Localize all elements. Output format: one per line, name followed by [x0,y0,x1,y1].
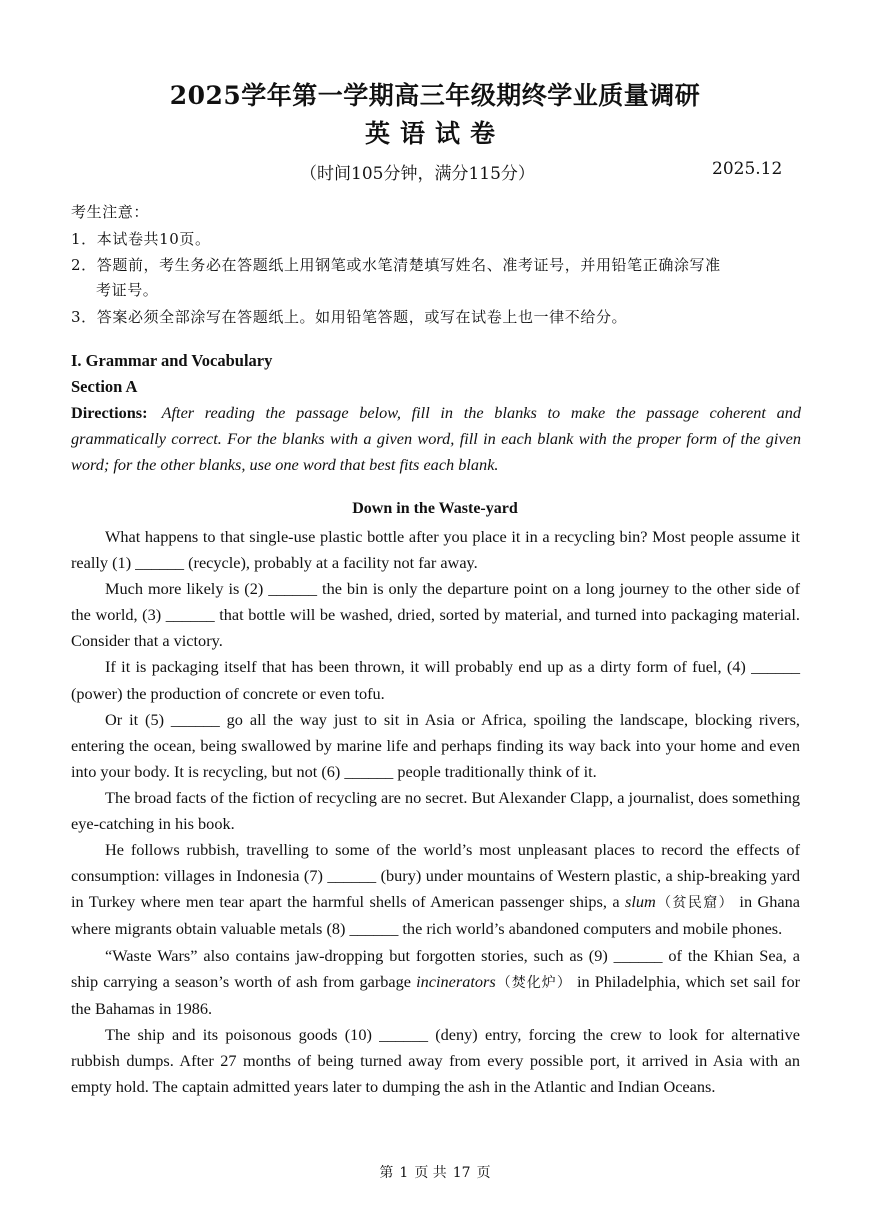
term-slum: slum [625,892,656,912]
subject-title: 英语试卷 [364,119,505,148]
paragraph-6 [71,837,800,942]
notice-item-1: 1．本试卷共10页。 [71,230,211,248]
paragraph-7 [71,943,800,1022]
paragraph-2: Much more likely is (2) ______ the bin is only the departure point on a long journey to the other side of the world, (3) ______ that bottle will be washed, dried, sorted by material, and turned into packaging material. Consider that a victory. [71,579,800,651]
term-incinerators: incinerators [416,971,496,991]
notice-item-2-cont: 考证号。 [96,281,159,299]
term-incinerators-gloss: （焚化炉） [495,974,572,991]
paragraph-7-part-a: “Waste Wars” also contains jaw-dropping but forgotten stories, such as (9) ______ of the Khian Sea, a ship carrying a season’s worth of ash from garbage [71,945,800,991]
directions [71,400,801,478]
footer-middle: 页 共 [414,1165,447,1181]
part-heading: I. Grammar and Vocabulary [71,351,273,370]
term-slum-gloss: （贫民窟） [655,895,734,912]
passage-body [71,524,800,1100]
notice-item-2: 2．答题前，考生务必在答题纸上用钢笔或水笔清楚填写姓名、准考证号，并用铅笔正确涂写准 [71,256,721,274]
paragraph-8: The ship and its poisonous goods (10) ______ (deny) entry, forcing the crew to look for alternative rubbish dumps. After 27 months of being turned away from every possible port, it arrived in Asia with an empty hold. The captain admitted years later to dumping the ash in the Atlantic and Indian Oceans. [71,1024,800,1096]
notice-label: 考生注意： [71,203,150,221]
footer-prefix: 第 [379,1165,394,1181]
directions-text: After reading the passage below, fill in the blanks to make the passage coherent and grammatically correct. For the blanks with a given word, fill in each blank with the proper form of the given word; for the other blanks, use one word that best fits each blank. [71,403,801,474]
paragraph-4: Or it (5) ______ go all the way just to sit in Asia or Africa, spoiling the landscape, blocking rivers, entering the ocean, being swallowed by marine life and perhaps finding its way back into your home and even into your body. It is recycling, but not (6) ______ people traditionally think of it. [71,709,800,781]
exam-duration: （时间105分钟，满分115分） [300,164,535,184]
exam-title: 2025学年第一学期高三年级期终学业质量调研 [169,81,701,110]
page-number: 1 [399,1165,409,1181]
paragraph-3: If it is packaging itself that has been thrown, it will probably end up as a dirty form of fuel, (4) ______ (power) the production of concrete or even tofu. [71,657,800,703]
directions-label: Directions: [71,403,148,422]
page-total: 17 [452,1165,471,1181]
passage-title: Down in the Waste-yard [352,500,518,517]
section-heading: Section A [71,377,138,396]
paragraph-6-part-a: He follows rubbish, travelling to some of the world’s most unpleasant places to record the effects of consumption: villages in Indonesia (7) ______ (bury) under mountains of Western plastic, a ship-breaking yard in Turkey where men tear apart the harmful shells of American passenger ships, a [71,840,800,912]
paragraph-1: What happens to that single-use plastic bottle after you place it in a recycling bin? Most people assume it really (1) ______ (recycle), probably at a facility not far away. [71,527,800,573]
page-footer [0,1162,870,1182]
exam-date: 2025.12 [712,159,783,179]
paragraph-5: The broad facts of the fiction of recycling are no secret. But Alexander Clapp, a journalist, does something eye-catching in his book. [71,787,800,834]
notice-item-3: 3．答案必须全部涂写在答题纸上。如用铅笔答题，或写在试卷上也一律不给分。 [71,308,628,326]
paragraph-7-part-b: in Philadelphia, which set sail for the Bahamas in 1986. [71,971,801,1018]
footer-suffix: 页 [476,1165,491,1181]
paragraph-6-part-b: in Ghana where migrants obtain valuable metals (8) ______ the rich world’s abandoned computers and mobile phones. [71,892,801,939]
